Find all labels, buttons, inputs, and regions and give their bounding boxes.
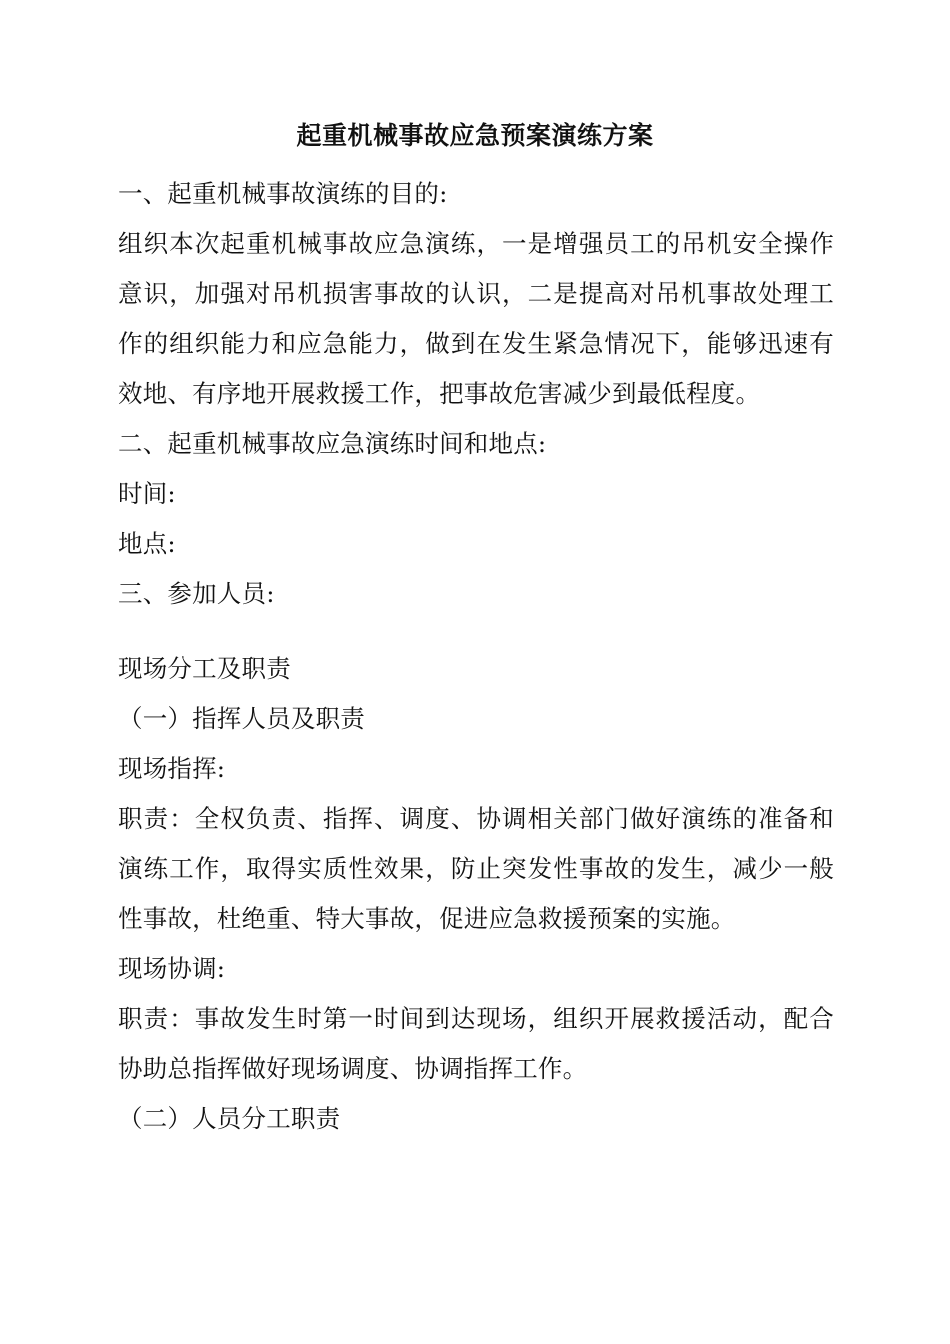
location-label: 地点: — [118, 529, 176, 558]
body-paragraph-line: 作的组织能力和应急能力，做到在发生紧急情况下，能够迅速有 — [118, 329, 834, 358]
field-label-site-coordination: 现场协调: — [118, 954, 226, 983]
body-paragraph-line: 组织本次起重机械事故应急演练，一是增强员工的吊机安全操作 — [118, 229, 834, 258]
body-paragraph-line: 意识，加强对吊机损害事故的认识，二是提高对吊机事故处理工 — [118, 279, 834, 308]
field-label-site-commander: 现场指挥: — [118, 754, 226, 783]
subsection-heading-personnel-duties: （二）人员分工职责 — [118, 1104, 341, 1133]
subsection-heading-command: （一）指挥人员及职责 — [118, 704, 365, 733]
section-heading-purpose: 一、起重机械事故演练的目的: — [118, 179, 448, 208]
body-paragraph-line: 效地、有序地开展救援工作，把事故危害减少到最低程度。 — [118, 379, 761, 408]
time-label: 时间: — [118, 479, 176, 508]
document-body — [118, 169, 834, 1144]
body-paragraph-line: 性事故，杜绝重、特大事故，促进应急救援预案的实施。 — [118, 904, 736, 933]
section-heading-time-location: 二、起重机械事故应急演练时间和地点: — [118, 429, 547, 458]
body-paragraph-line: 演练工作，取得实质性效果，防止突发性事故的发生，减少一般 — [118, 854, 834, 883]
section-heading-participants: 三、参加人员: — [118, 579, 275, 608]
body-paragraph-line: 职责：事故发生时第一时间到达现场，组织开展救援活动，配合 — [118, 1004, 834, 1033]
section-heading-division-duties: 现场分工及职责 — [118, 654, 291, 683]
body-paragraph-line: 职责：全权负责、指挥、调度、协调相关部门做好演练的准备和 — [118, 804, 834, 833]
document-title: 起重机械事故应急预案演练方案 — [296, 121, 654, 150]
body-paragraph-line: 协助总指挥做好现场调度、协调指挥工作。 — [118, 1054, 588, 1083]
